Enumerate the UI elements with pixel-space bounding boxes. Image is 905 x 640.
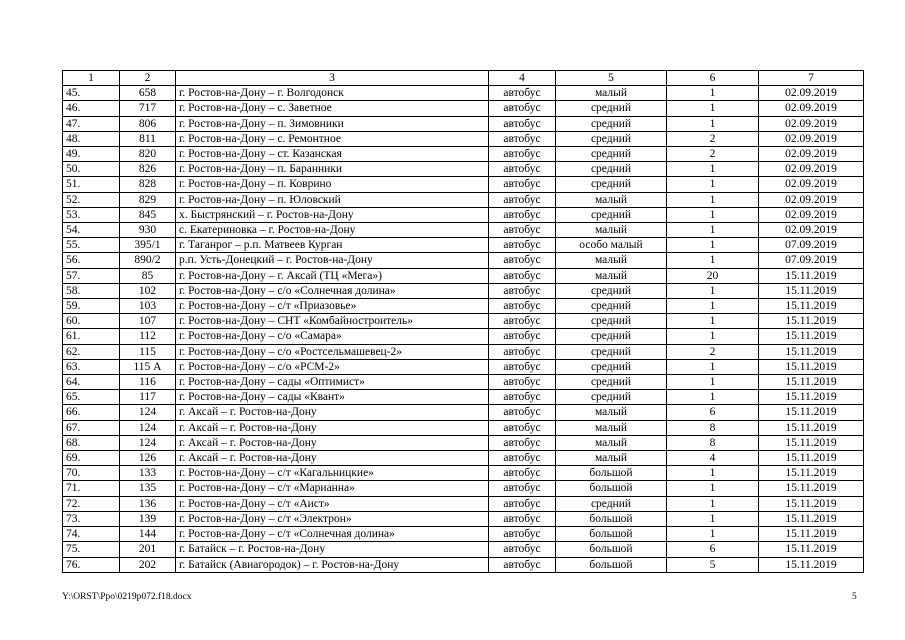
row-number-cell: 64.	[63, 375, 120, 390]
row-number-cell: 75.	[63, 542, 120, 557]
table-row	[63, 162, 864, 177]
route-name-cell: г. Ростов-на-Дону – с/т «Марианна»	[176, 481, 489, 496]
vehicle-count-cell: 1	[667, 527, 759, 542]
table-header-row	[63, 71, 864, 86]
vehicle-type-cell: автобус	[489, 542, 556, 557]
route-name-cell: г. Ростов-на-Дону – п. Коврино	[176, 177, 489, 192]
vehicle-count-cell: 1	[667, 359, 759, 374]
table-row	[63, 375, 864, 390]
vehicle-class-cell: большой	[556, 527, 667, 542]
vehicle-class-cell: большой	[556, 481, 667, 496]
route-number-cell: 828	[120, 177, 176, 192]
route-number-cell: 395/1	[120, 238, 176, 253]
date-cell: 15.11.2019	[759, 314, 864, 329]
vehicle-type-cell: автобус	[489, 299, 556, 314]
vehicle-type-cell: автобус	[489, 375, 556, 390]
route-number-cell: 829	[120, 192, 176, 207]
route-name-cell: г. Ростов-на-Дону – с/о «РСМ-2»	[176, 359, 489, 374]
vehicle-type-cell: автобус	[489, 86, 556, 101]
vehicle-class-cell: особо малый	[556, 238, 667, 253]
route-name-cell: г. Ростов-на-Дону – с/т «Приазовье»	[176, 299, 489, 314]
vehicle-count-cell: 1	[667, 314, 759, 329]
date-cell: 15.11.2019	[759, 405, 864, 420]
route-number-cell: 806	[120, 116, 176, 131]
row-number-cell: 65.	[63, 390, 120, 405]
route-name-cell: г. Аксай – г. Ростов-на-Дону	[176, 435, 489, 450]
date-cell: 15.11.2019	[759, 283, 864, 298]
table-row	[63, 131, 864, 146]
vehicle-count-cell: 8	[667, 435, 759, 450]
route-number-cell: 124	[120, 435, 176, 450]
route-name-cell: г. Ростов-на-Дону – СНТ «Комбайностроитель»	[176, 314, 489, 329]
vehicle-count-cell: 8	[667, 420, 759, 435]
vehicle-count-cell: 2	[667, 131, 759, 146]
header-cell-col3: 3	[176, 71, 489, 86]
date-cell: 15.11.2019	[759, 375, 864, 390]
row-number-cell: 72.	[63, 496, 120, 511]
vehicle-type-cell: автобус	[489, 466, 556, 481]
table-row	[63, 435, 864, 450]
row-number-cell: 71.	[63, 481, 120, 496]
route-number-cell: 115	[120, 344, 176, 359]
vehicle-count-cell: 1	[667, 86, 759, 101]
route-name-cell: р.п. Усть-Донецкий – г. Ростов-на-Дону	[176, 253, 489, 268]
route-name-cell: г. Ростов-на-Дону – ст. Казанская	[176, 147, 489, 162]
row-number-cell: 50.	[63, 162, 120, 177]
table-row	[63, 101, 864, 116]
row-number-cell: 68.	[63, 435, 120, 450]
vehicle-count-cell: 2	[667, 344, 759, 359]
table-body	[63, 86, 864, 573]
vehicle-count-cell: 1	[667, 253, 759, 268]
date-cell: 15.11.2019	[759, 299, 864, 314]
date-cell: 02.09.2019	[759, 86, 864, 101]
date-cell: 02.09.2019	[759, 116, 864, 131]
vehicle-count-cell: 1	[667, 375, 759, 390]
vehicle-class-cell: малый	[556, 420, 667, 435]
table-row	[63, 481, 864, 496]
vehicle-count-cell: 6	[667, 542, 759, 557]
date-cell: 02.09.2019	[759, 223, 864, 238]
vehicle-type-cell: автобус	[489, 435, 556, 450]
route-number-cell: 144	[120, 527, 176, 542]
vehicle-type-cell: автобус	[489, 329, 556, 344]
table-row	[63, 223, 864, 238]
row-number-cell: 48.	[63, 131, 120, 146]
date-cell: 02.09.2019	[759, 147, 864, 162]
vehicle-class-cell: средний	[556, 314, 667, 329]
vehicle-type-cell: автобус	[489, 420, 556, 435]
date-cell: 15.11.2019	[759, 344, 864, 359]
row-number-cell: 62.	[63, 344, 120, 359]
date-cell: 15.11.2019	[759, 329, 864, 344]
row-number-cell: 76.	[63, 557, 120, 572]
header-cell-col1: 1	[63, 71, 120, 86]
route-name-cell: г. Аксай – г. Ростов-на-Дону	[176, 405, 489, 420]
date-cell: 15.11.2019	[759, 435, 864, 450]
date-cell: 15.11.2019	[759, 496, 864, 511]
row-number-cell: 53.	[63, 207, 120, 222]
table-row	[63, 192, 864, 207]
table-row	[63, 451, 864, 466]
vehicle-type-cell: автобус	[489, 238, 556, 253]
route-number-cell: 124	[120, 420, 176, 435]
vehicle-count-cell: 1	[667, 223, 759, 238]
route-name-cell: г. Ростов-на-Дону – с. Ремонтное	[176, 131, 489, 146]
vehicle-type-cell: автобус	[489, 481, 556, 496]
vehicle-type-cell: автобус	[489, 207, 556, 222]
route-number-cell: 103	[120, 299, 176, 314]
route-name-cell: х. Быстрянский – г. Ростов-на-Дону	[176, 207, 489, 222]
route-name-cell: г. Таганрог – р.п. Матвеев Курган	[176, 238, 489, 253]
header-cell-col5: 5	[556, 71, 667, 86]
vehicle-count-cell: 1	[667, 101, 759, 116]
vehicle-type-cell: автобус	[489, 557, 556, 572]
vehicle-type-cell: автобус	[489, 405, 556, 420]
vehicle-count-cell: 1	[667, 162, 759, 177]
vehicle-class-cell: средний	[556, 177, 667, 192]
header-cell-col4: 4	[489, 71, 556, 86]
row-number-cell: 46.	[63, 101, 120, 116]
row-number-cell: 55.	[63, 238, 120, 253]
vehicle-class-cell: средний	[556, 207, 667, 222]
vehicle-type-cell: автобус	[489, 147, 556, 162]
route-number-cell: 112	[120, 329, 176, 344]
route-number-cell: 845	[120, 207, 176, 222]
route-number-cell: 811	[120, 131, 176, 146]
vehicle-type-cell: автобус	[489, 496, 556, 511]
vehicle-type-cell: автобус	[489, 268, 556, 283]
route-name-cell: г. Ростов-на-Дону – г. Волгодонск	[176, 86, 489, 101]
vehicle-class-cell: средний	[556, 162, 667, 177]
table-row	[63, 283, 864, 298]
vehicle-type-cell: автобус	[489, 283, 556, 298]
row-number-cell: 66.	[63, 405, 120, 420]
route-number-cell: 826	[120, 162, 176, 177]
vehicle-class-cell: малый	[556, 253, 667, 268]
date-cell: 15.11.2019	[759, 481, 864, 496]
date-cell: 02.09.2019	[759, 162, 864, 177]
vehicle-type-cell: автобус	[489, 177, 556, 192]
table-row	[63, 390, 864, 405]
vehicle-class-cell: средний	[556, 344, 667, 359]
route-number-cell: 717	[120, 101, 176, 116]
vehicle-class-cell: средний	[556, 496, 667, 511]
row-number-cell: 63.	[63, 359, 120, 374]
vehicle-type-cell: автобус	[489, 192, 556, 207]
route-name-cell: г. Ростов-на-Дону – с/т «Аист»	[176, 496, 489, 511]
route-name-cell: г. Ростов-на-Дону – с/т «Электрон»	[176, 511, 489, 526]
vehicle-count-cell: 1	[667, 192, 759, 207]
vehicle-class-cell: малый	[556, 86, 667, 101]
route-name-cell: г. Аксай – г. Ростов-на-Дону	[176, 420, 489, 435]
vehicle-class-cell: средний	[556, 116, 667, 131]
header-cell-col7: 7	[759, 71, 864, 86]
footer-page-number: 5	[852, 592, 857, 602]
vehicle-class-cell: малый	[556, 435, 667, 450]
vehicle-class-cell: малый	[556, 192, 667, 207]
route-number-cell: 930	[120, 223, 176, 238]
route-number-cell: 117	[120, 390, 176, 405]
date-cell: 15.11.2019	[759, 390, 864, 405]
date-cell: 15.11.2019	[759, 511, 864, 526]
vehicle-count-cell: 1	[667, 390, 759, 405]
route-name-cell: г. Ростов-на-Дону – п. Зимовники	[176, 116, 489, 131]
row-number-cell: 45.	[63, 86, 120, 101]
route-number-cell: 85	[120, 268, 176, 283]
route-name-cell: с. Екатериновка – г. Ростов-на-Дону	[176, 223, 489, 238]
table-row	[63, 359, 864, 374]
vehicle-type-cell: автобус	[489, 116, 556, 131]
row-number-cell: 49.	[63, 147, 120, 162]
table-row	[63, 405, 864, 420]
route-number-cell: 820	[120, 147, 176, 162]
date-cell: 02.09.2019	[759, 177, 864, 192]
row-number-cell: 51.	[63, 177, 120, 192]
vehicle-count-cell: 6	[667, 405, 759, 420]
route-number-cell: 116	[120, 375, 176, 390]
route-number-cell: 124	[120, 405, 176, 420]
table-row	[63, 147, 864, 162]
date-cell: 07.09.2019	[759, 253, 864, 268]
vehicle-count-cell: 1	[667, 177, 759, 192]
route-name-cell: г. Ростов-на-Дону – г. Аксай (ТЦ «Мега»)	[176, 268, 489, 283]
date-cell: 02.09.2019	[759, 131, 864, 146]
route-name-cell: г. Ростов-на-Дону – п. Баранники	[176, 162, 489, 177]
date-cell: 07.09.2019	[759, 238, 864, 253]
date-cell: 15.11.2019	[759, 557, 864, 572]
route-name-cell: г. Ростов-на-Дону – с/о «Ростсельмашевец-2»	[176, 344, 489, 359]
vehicle-class-cell: средний	[556, 283, 667, 298]
vehicle-type-cell: автобус	[489, 527, 556, 542]
route-number-cell: 201	[120, 542, 176, 557]
vehicle-class-cell: средний	[556, 299, 667, 314]
route-name-cell: г. Батайск – г. Ростов-на-Дону	[176, 542, 489, 557]
route-number-cell: 126	[120, 451, 176, 466]
table-row	[63, 268, 864, 283]
vehicle-count-cell: 20	[667, 268, 759, 283]
table-row	[63, 466, 864, 481]
route-number-cell: 658	[120, 86, 176, 101]
vehicle-count-cell: 4	[667, 451, 759, 466]
vehicle-type-cell: автобус	[489, 131, 556, 146]
vehicle-type-cell: автобус	[489, 314, 556, 329]
vehicle-count-cell: 1	[667, 238, 759, 253]
vehicle-type-cell: автобус	[489, 359, 556, 374]
route-number-cell: 139	[120, 511, 176, 526]
date-cell: 02.09.2019	[759, 192, 864, 207]
vehicle-count-cell: 1	[667, 481, 759, 496]
vehicle-type-cell: автобус	[489, 344, 556, 359]
row-number-cell: 67.	[63, 420, 120, 435]
route-name-cell: г. Ростов-на-Дону – с/т «Кагальницкие»	[176, 466, 489, 481]
row-number-cell: 74.	[63, 527, 120, 542]
vehicle-class-cell: большой	[556, 511, 667, 526]
vehicle-count-cell: 1	[667, 299, 759, 314]
route-name-cell: г. Ростов-на-Дону – п. Юловский	[176, 192, 489, 207]
vehicle-class-cell: средний	[556, 101, 667, 116]
row-number-cell: 58.	[63, 283, 120, 298]
row-number-cell: 60.	[63, 314, 120, 329]
row-number-cell: 70.	[63, 466, 120, 481]
route-name-cell: г. Ростов-на-Дону – с/т «Солнечная долина»	[176, 527, 489, 542]
date-cell: 15.11.2019	[759, 451, 864, 466]
header-cell-col6: 6	[667, 71, 759, 86]
date-cell: 02.09.2019	[759, 207, 864, 222]
vehicle-type-cell: автобус	[489, 223, 556, 238]
table-row	[63, 496, 864, 511]
date-cell: 15.11.2019	[759, 466, 864, 481]
vehicle-class-cell: малый	[556, 223, 667, 238]
table-row	[63, 314, 864, 329]
vehicle-type-cell: автобус	[489, 162, 556, 177]
vehicle-type-cell: автобус	[489, 253, 556, 268]
route-number-cell: 890/2	[120, 253, 176, 268]
vehicle-class-cell: малый	[556, 451, 667, 466]
route-number-cell: 107	[120, 314, 176, 329]
route-name-cell: г. Ростов-на-Дону – с. Заветное	[176, 101, 489, 116]
row-number-cell: 54.	[63, 223, 120, 238]
vehicle-class-cell: малый	[556, 268, 667, 283]
vehicle-count-cell: 1	[667, 511, 759, 526]
table-row	[63, 420, 864, 435]
vehicle-count-cell: 1	[667, 283, 759, 298]
date-cell: 15.11.2019	[759, 542, 864, 557]
vehicle-type-cell: автобус	[489, 511, 556, 526]
table-row	[63, 238, 864, 253]
vehicle-count-cell: 2	[667, 147, 759, 162]
vehicle-class-cell: средний	[556, 131, 667, 146]
table-row	[63, 511, 864, 526]
route-name-cell: г. Аксай – г. Ростов-на-Дону	[176, 451, 489, 466]
row-number-cell: 73.	[63, 511, 120, 526]
vehicle-type-cell: автобус	[489, 101, 556, 116]
routes-table	[62, 70, 864, 573]
route-name-cell: г. Батайск (Авиагородок) – г. Ростов-на-Дону	[176, 557, 489, 572]
table-row	[63, 253, 864, 268]
date-cell: 02.09.2019	[759, 101, 864, 116]
vehicle-count-cell: 5	[667, 557, 759, 572]
footer-file-path: Y:\ORST\Ppo\0219p072.f18.docx	[62, 592, 192, 602]
date-cell: 15.11.2019	[759, 527, 864, 542]
table-row	[63, 527, 864, 542]
vehicle-count-cell: 1	[667, 466, 759, 481]
route-name-cell: г. Ростов-на-Дону – с/о «Солнечная долина»	[176, 283, 489, 298]
table-row	[63, 299, 864, 314]
vehicle-type-cell: автобус	[489, 451, 556, 466]
route-name-cell: г. Ростов-на-Дону – с/о «Самара»	[176, 329, 489, 344]
table-row	[63, 86, 864, 101]
table-row	[63, 207, 864, 222]
vehicle-count-cell: 1	[667, 116, 759, 131]
route-name-cell: г. Ростов-на-Дону – сады «Квант»	[176, 390, 489, 405]
route-number-cell: 135	[120, 481, 176, 496]
table-row	[63, 177, 864, 192]
route-number-cell: 133	[120, 466, 176, 481]
vehicle-class-cell: средний	[556, 147, 667, 162]
date-cell: 15.11.2019	[759, 420, 864, 435]
vehicle-class-cell: большой	[556, 466, 667, 481]
vehicle-count-cell: 1	[667, 496, 759, 511]
vehicle-count-cell: 1	[667, 207, 759, 222]
vehicle-type-cell: автобус	[489, 390, 556, 405]
vehicle-class-cell: большой	[556, 557, 667, 572]
header-cell-col2: 2	[120, 71, 176, 86]
row-number-cell: 59.	[63, 299, 120, 314]
vehicle-count-cell: 1	[667, 329, 759, 344]
table-row	[63, 329, 864, 344]
route-number-cell: 136	[120, 496, 176, 511]
vehicle-class-cell: малый	[556, 405, 667, 420]
table-row	[63, 557, 864, 572]
date-cell: 15.11.2019	[759, 268, 864, 283]
table-row	[63, 542, 864, 557]
table-row	[63, 344, 864, 359]
route-number-cell: 102	[120, 283, 176, 298]
row-number-cell: 47.	[63, 116, 120, 131]
vehicle-class-cell: большой	[556, 542, 667, 557]
vehicle-class-cell: средний	[556, 375, 667, 390]
date-cell: 15.11.2019	[759, 359, 864, 374]
vehicle-class-cell: средний	[556, 390, 667, 405]
table-row	[63, 116, 864, 131]
row-number-cell: 56.	[63, 253, 120, 268]
row-number-cell: 69.	[63, 451, 120, 466]
route-number-cell: 202	[120, 557, 176, 572]
row-number-cell: 61.	[63, 329, 120, 344]
row-number-cell: 52.	[63, 192, 120, 207]
route-name-cell: г. Ростов-на-Дону – сады «Оптимист»	[176, 375, 489, 390]
vehicle-class-cell: средний	[556, 329, 667, 344]
row-number-cell: 57.	[63, 268, 120, 283]
vehicle-class-cell: средний	[556, 359, 667, 374]
route-number-cell: 115 А	[120, 359, 176, 374]
